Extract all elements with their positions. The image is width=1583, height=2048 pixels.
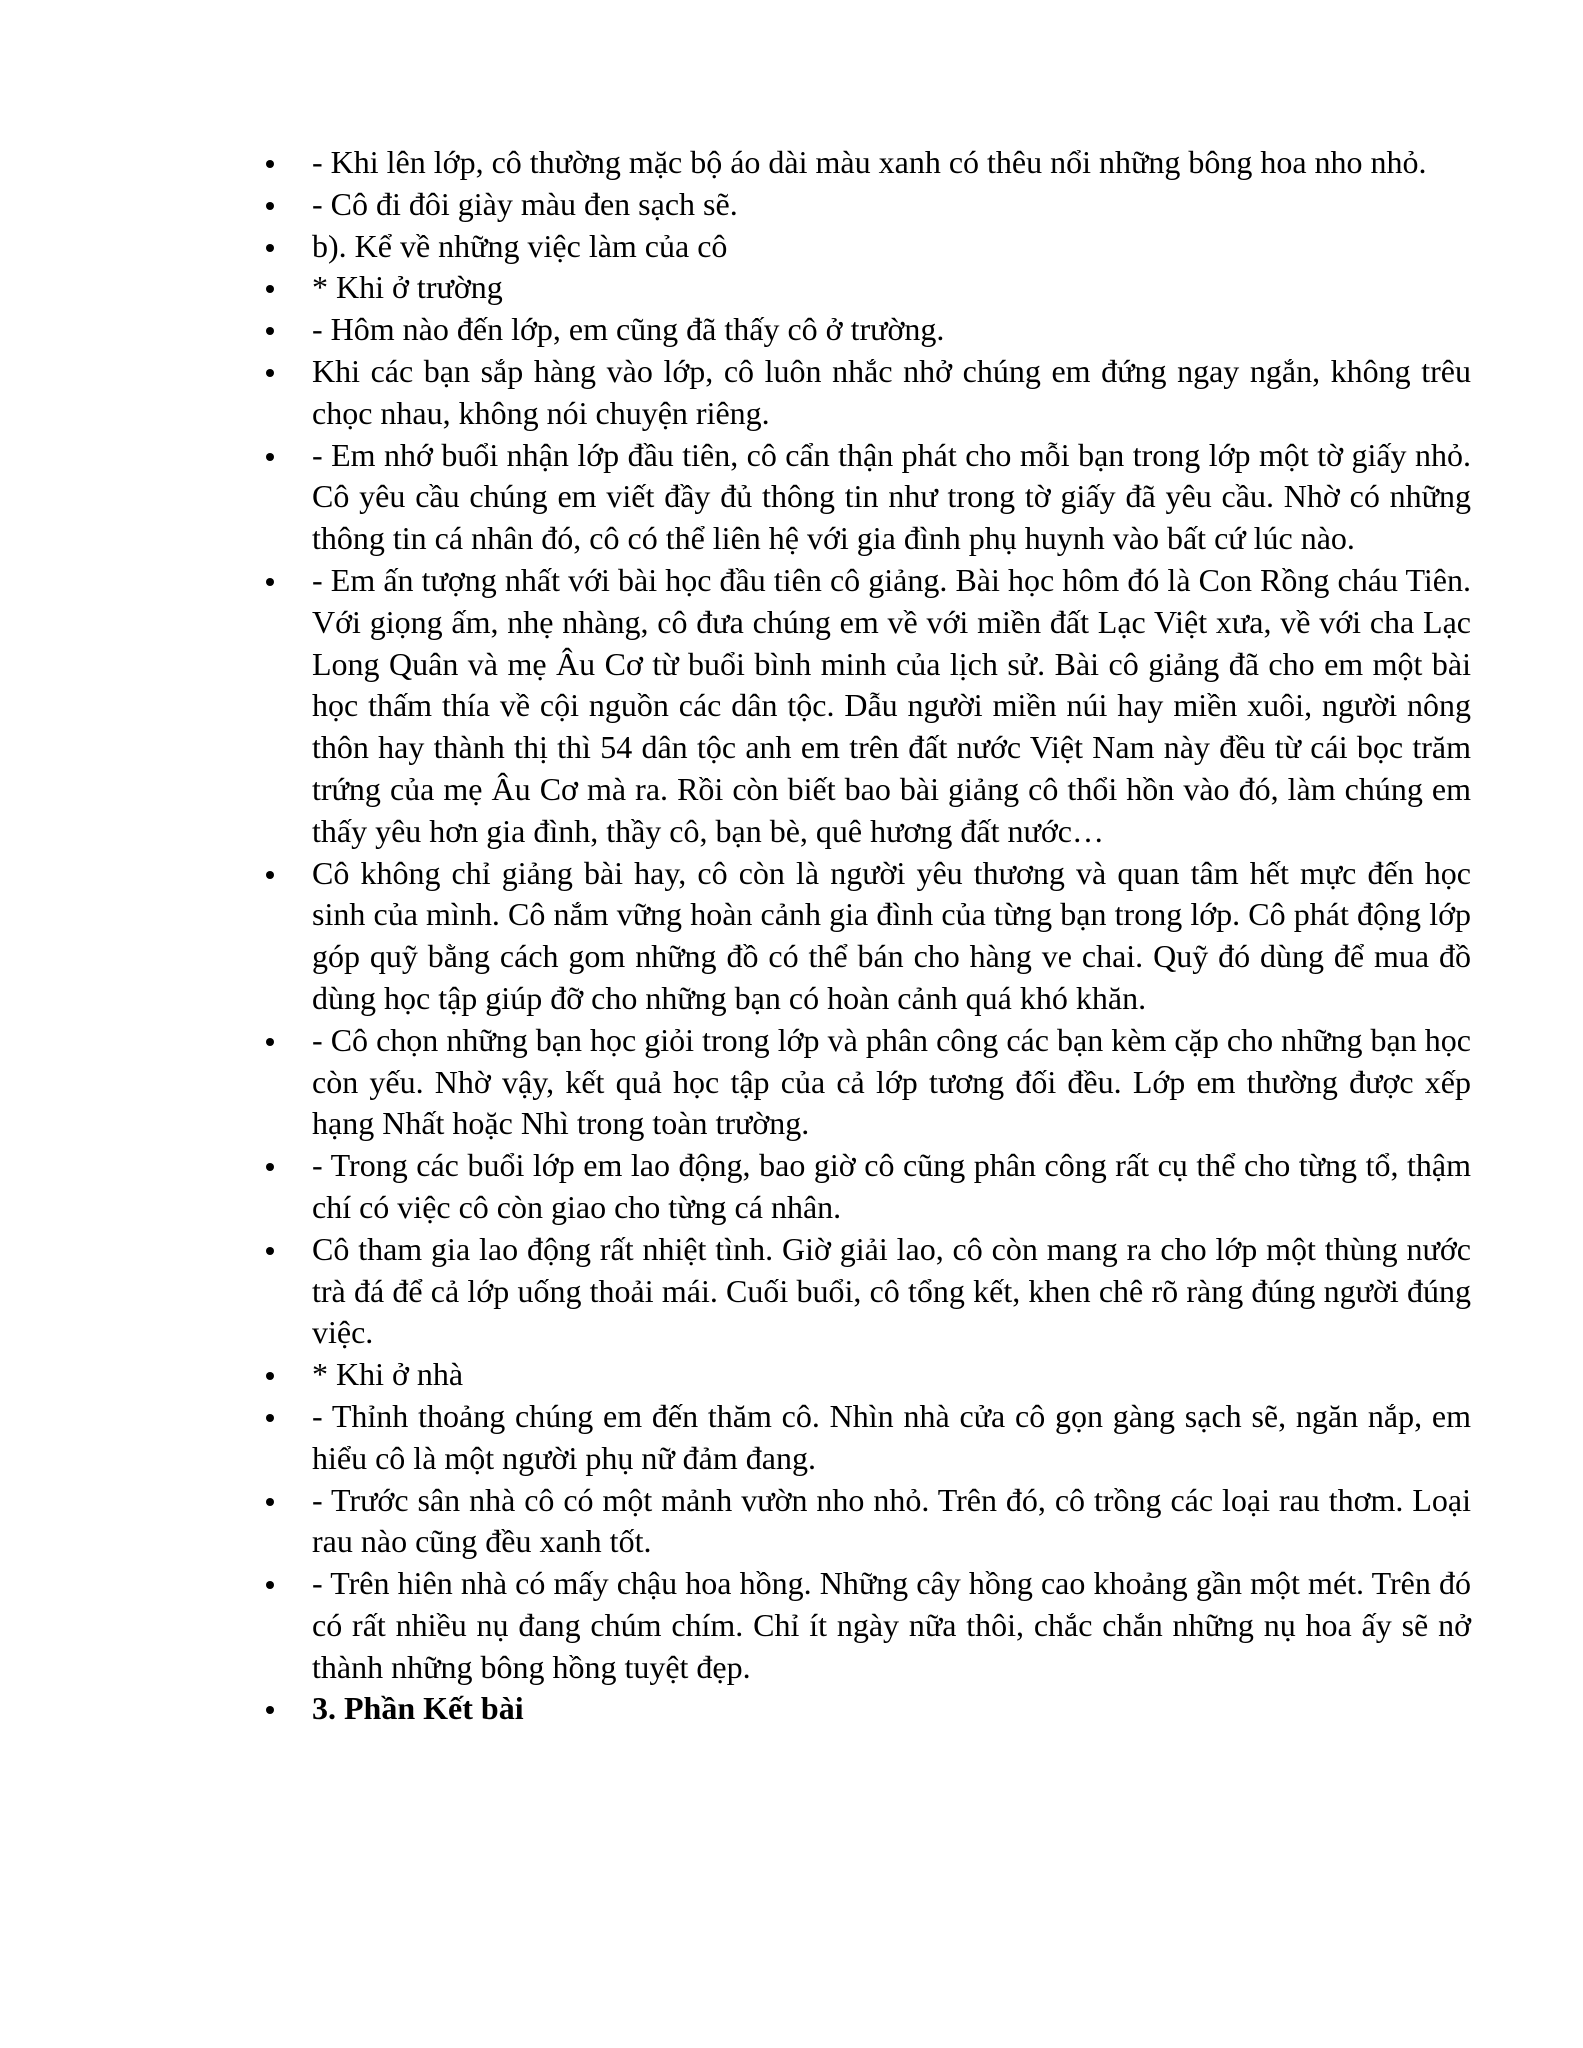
bullet-icon: [266, 1581, 274, 1589]
bullet-icon: [266, 1372, 274, 1380]
bullet-icon: [266, 453, 274, 461]
list-item-text: - Cô chọn những bạn học giỏi trong lớp và phân công các bạn kèm cặp cho những bạn học còn yếu. Nhờ vậy, kết quả học tập của cả lớp tương đối đều. Lớp em thường được xếp hạng Nhất hoặc Nhì trong toàn trường.: [312, 1021, 1471, 1142]
list-item: [263, 1480, 1471, 1564]
list-item-text: - Em ấn tượng nhất với bài học đầu tiên cô giảng. Bài học hôm đó là Con Rồng cháu Tiên. Với giọng ấm, nhẹ nhàng, cô đưa chúng em về với miền đất Lạc Việt xưa, về với cha Lạc Long Quân và mẹ Âu Cơ từ buổi bình minh của lịch sử. Bài cô giảng đã cho em một bài học thấm thía về cội nguồn các dân tộc. Dẫu người miền núi hay miền xuôi, người nông thôn hay thành thị thì 54 dân tộc anh em trên đất nước Việt Nam này đều từ cái bọc trăm trứng của mẹ Âu Cơ mà ra. Rồi còn biết bao bài giảng cô thổi hồn vào đó, làm chúng em thấy yêu hơn gia đình, thầy cô, bạn bè, quê hương đất nước…: [312, 561, 1471, 849]
bullet-icon: [266, 1414, 274, 1422]
bullet-icon: [266, 1163, 274, 1171]
list-item-text: Cô tham gia lao động rất nhiệt tình. Giờ giải lao, cô còn mang ra cho lớp một thùng nước trà đá để cả lớp uống thoải mái. Cuối buổi, cô tổng kết, khen chê rõ ràng đúng người đúng việc.: [312, 1230, 1471, 1351]
bullet-icon: [266, 202, 274, 210]
bullet-icon: [266, 160, 274, 168]
subsection-heading: * Khi ở nhà: [312, 1356, 464, 1393]
bullet-icon: [266, 871, 274, 879]
list-item-text: - Cô đi đôi giày màu đen sạch sẽ.: [312, 185, 738, 222]
list-item: [263, 1354, 1471, 1396]
list-item: [263, 351, 1471, 435]
bullet-icon: [266, 285, 274, 293]
bullet-icon: [266, 1498, 274, 1506]
bullet-icon: [266, 578, 274, 586]
bullet-icon: [266, 327, 274, 335]
list-item: [263, 267, 1471, 309]
list-item: [263, 1020, 1471, 1145]
list-item: [263, 184, 1471, 226]
bullet-icon: [266, 1038, 274, 1046]
list-item: [263, 226, 1471, 268]
bullet-icon: [266, 1706, 274, 1714]
list-item: [263, 1396, 1471, 1480]
list-item-text: - Khi lên lớp, cô thường mặc bộ áo dài màu xanh có thêu nổi những bông hoa nho nhỏ.: [312, 144, 1427, 180]
list-item-text: - Em nhớ buổi nhận lớp đầu tiên, cô cẩn thận phát cho mỗi bạn trong lớp một tờ giấy nhỏ. Cô yêu cầu chúng em viết đầy đủ thông tin như trong tờ giấy đã yêu cầu. Nhờ có những thông tin cá nhân đó, cô có thể liên hệ với gia đình phụ huynh vào bất cứ lúc nào.: [312, 436, 1471, 557]
list-item: [263, 1145, 1471, 1229]
list-item-text: - Trước sân nhà cô có một mảnh vườn nho nhỏ. Trên đó, cô trồng các loại rau thơm. Loại rau nào cũng đều xanh tốt.: [312, 1481, 1471, 1560]
subsection-heading: * Khi ở trường: [312, 269, 503, 306]
bullet-list: [263, 142, 1471, 1730]
section-heading: 3. Phần Kết bài: [312, 1690, 524, 1727]
list-item: [263, 1563, 1471, 1688]
list-item-text: - Trên hiên nhà có mấy chậu hoa hồng. Những cây hồng cao khoảng gần một mét. Trên đó có rất nhiều nụ đang chúm chím. Chỉ ít ngày nữa thôi, chắc chắn những nụ hoa ấy sẽ nở thành những bông hồng tuyệt đẹp.: [312, 1565, 1471, 1685]
list-item-text: Khi các bạn sắp hàng vào lớp, cô luôn nhắc nhở chúng em đứng ngay ngắn, không trêu chọc nhau, không nói chuyện riêng.: [312, 352, 1471, 431]
list-item: [263, 853, 1471, 1020]
list-item: [263, 560, 1471, 853]
bullet-icon: [266, 1247, 274, 1255]
list-item: [263, 1229, 1471, 1354]
list-item: [263, 309, 1471, 351]
list-item-text: - Hôm nào đến lớp, em cũng đã thấy cô ở trường.: [312, 311, 945, 348]
list-item-text: Cô không chỉ giảng bài hay, cô còn là người yêu thương và quan tâm hết mực đến học sinh của mình. Cô nắm vững hoàn cảnh gia đình của từng bạn trong lớp. Cô phát động lớp góp quỹ bằng cách gom những đồ có thể bán cho hàng ve chai. Quỹ đó dùng để mua đồ dùng học tập giúp đỡ cho những bạn có hoàn cảnh quá khó khăn.: [312, 854, 1471, 1016]
list-item: [263, 435, 1471, 560]
list-item: [263, 142, 1471, 184]
list-item-text: - Thỉnh thoảng chúng em đến thăm cô. Nhìn nhà cửa cô gọn gàng sạch sẽ, ngăn nắp, em hiểu cô là một người phụ nữ đảm đang.: [312, 1397, 1471, 1476]
section-heading: b). Kể về những việc làm của cô: [312, 227, 728, 264]
list-item-text: - Trong các buổi lớp em lao động, bao giờ cô cũng phân công rất cụ thể cho từng tổ, thậm chí có việc cô còn giao cho từng cá nhân.: [312, 1147, 1471, 1225]
list-item: [263, 1688, 1471, 1730]
bullet-icon: [266, 244, 274, 252]
bullet-icon: [266, 369, 274, 377]
